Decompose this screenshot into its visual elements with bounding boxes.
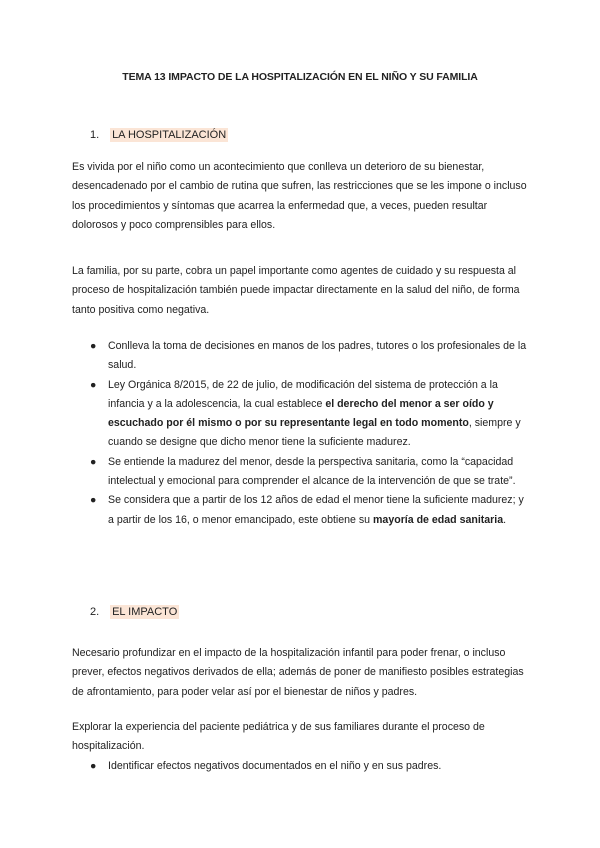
bullet-icon: ● (90, 340, 97, 352)
list-item: ● Ley Orgánica 8/2015, de 22 de julio, de modificación del sistema de protección a la infancia y a la adolescencia, la cual establece el derecho del menor a ser oído y escuchado por él mismo o por su representante legal en todo momento, siempre y cuando se designe que dicho menor tiene la suficiente madurez. (90, 376, 530, 453)
section-1-bullet-list (90, 337, 530, 530)
bullet-icon: ● (90, 378, 97, 391)
section-2-paragraph-2: Explorar la experiencia del paciente pediátrica y de sus familiares durante el proceso de hospitalización. (72, 721, 485, 753)
list-item: ● Conlleva la toma de decisiones en manos de los padres, tutores o los profesionales de la salud. (90, 337, 530, 376)
section-2-paragraph-1: Necesario profundizar en el impacto de la hospitalización infantil para poder frenar, o incluso prever, efectos negativos derivados de ella; además de poner de manifiesto posibles estrategias de afrontamiento, para poder velar así por el bienestar de niños y padres. (72, 647, 524, 698)
list-item: ● Se considera que a partir de los 12 años de edad el menor tiene la suficiente madurez; y a partir de los 16, o menor emancipado, este obtiene su mayoría de edad sanitaria. (90, 491, 530, 530)
list-item: ● Identificar efectos negativos documentados en el niño y en sus padres. (90, 757, 530, 776)
section-1-heading (90, 129, 228, 141)
section-2-heading (90, 606, 179, 618)
bullet-icon: ● (90, 494, 97, 507)
page-title: TEMA 13 IMPACTO DE LA HOSPITALIZACIÓN EN EL NIÑO Y SU FAMILIA (122, 71, 478, 83)
section-1-number: 1. (90, 129, 100, 141)
section-1-paragraph-2: La familia, por su parte, cobra un papel importante como agentes de cuidado y su respuesta al proceso de hospitalización también puede impactar directamente en la salud del niño, de forma tanto positiva como negativa. (72, 265, 520, 316)
bullet-icon: ● (90, 760, 97, 772)
section-2-title: EL IMPACTO (112, 606, 178, 618)
section-1-title: LA HOSPITALIZACIÓN (112, 129, 227, 141)
bullet-icon: ● (90, 455, 97, 468)
section-1-paragraph-1: Es vivida por el niño como un acontecimiento que conlleva un deterioro de su bienestar, desencadenado por el cambio de rutina que sufren, las restricciones que se les impone o incluso los procedimientos y síntomas que acarrea la enfermedad que, a veces, pueden resultar dolorosos y poco comprensibles para ellos. (72, 161, 527, 231)
bold-emphasis: el derecho del menor a ser oído y escuchado por él mismo o por su representante legal en todo momento (108, 397, 494, 430)
list-item: ● Se entiende la madurez del menor, desde la perspectiva sanitaria, como la “capacidad intelectual y emocional para comprender el alcance de la intervención de que se trate”. (90, 453, 530, 492)
bold-emphasis: mayoría de edad sanitaria (373, 513, 504, 526)
section-2-number: 2. (90, 606, 100, 618)
section-2-bullet-list (90, 757, 530, 776)
